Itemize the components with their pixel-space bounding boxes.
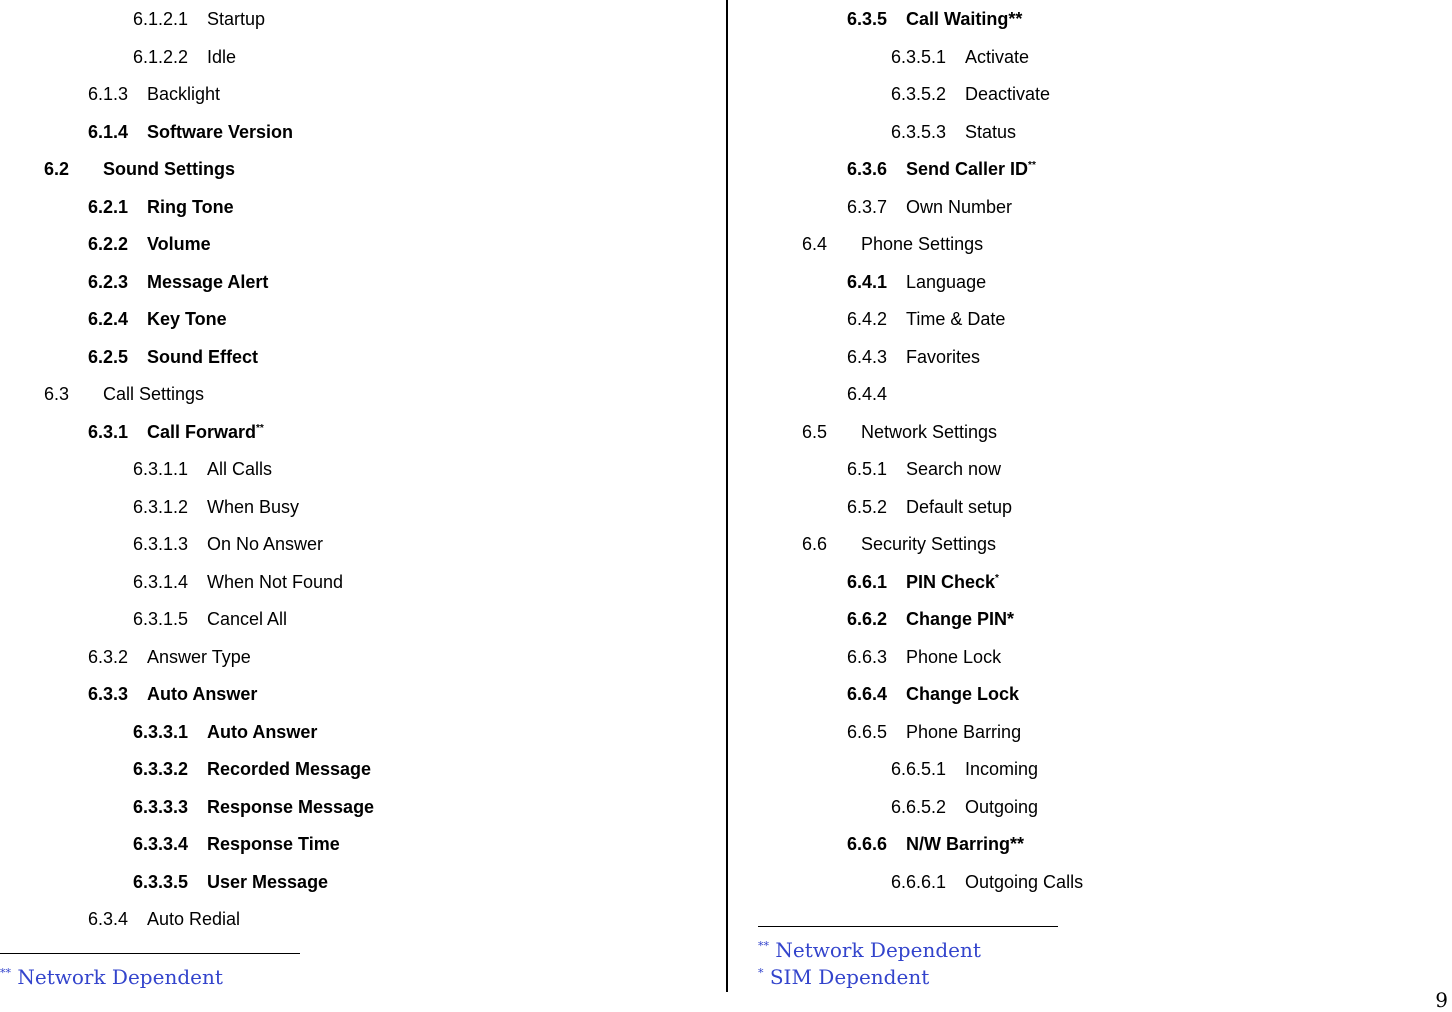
- toc-entry: [44, 159, 235, 179]
- toc-entry-label: Response Time: [207, 834, 340, 854]
- toc-entry-label: Auto Redial: [147, 909, 241, 929]
- toc-entry: [847, 159, 1036, 179]
- toc-entry: [891, 872, 1083, 892]
- toc-entry-number: 6.6: [802, 534, 828, 554]
- toc-entry: [133, 797, 374, 817]
- toc-entry-label: On No Answer: [207, 534, 324, 554]
- toc-entry: [802, 234, 983, 254]
- toc-entry: [847, 722, 1021, 742]
- toc-entry-number: 6.3.1.4: [133, 571, 189, 592]
- toc-entry-number: 6.3.4: [88, 909, 129, 929]
- toc-entry: [847, 647, 1001, 667]
- toc-entry-label: When Not Found: [207, 571, 344, 592]
- toc-entry-number: 6.3.6: [847, 159, 888, 179]
- toc-entry-number: 6.6.6.1: [891, 871, 947, 892]
- toc-entry-label: Volume: [147, 234, 211, 254]
- toc-entry-label: Answer Type: [147, 646, 251, 667]
- toc-entry: [891, 84, 1050, 104]
- toc-entry: [133, 572, 343, 592]
- toc-entry-label: Network Settings: [861, 421, 998, 442]
- toc-entry-label: Time & Date: [906, 309, 1006, 329]
- footnote: [758, 965, 929, 989]
- toc-entry: [133, 872, 328, 892]
- footnote-text: Network Dependent: [769, 938, 981, 962]
- toc-entry: [88, 647, 251, 667]
- toc-entry-number: 6.1.2.1: [133, 9, 189, 29]
- toc-entry: [88, 84, 220, 104]
- toc-entry-number: 6.6.6: [847, 834, 888, 854]
- toc-entry-label: Status: [965, 121, 1017, 142]
- toc-entry-label: Recorded Message: [207, 759, 372, 779]
- toc-entry-number: 6.1.3: [88, 84, 129, 104]
- toc-entry-number: 6.3.1.3: [133, 534, 189, 554]
- toc-entry: [891, 797, 1038, 817]
- toc-entry: [88, 309, 227, 329]
- toc-entry-label: Activate: [965, 46, 1030, 67]
- toc-entry: [847, 347, 980, 367]
- toc-entry: [133, 534, 323, 554]
- toc-entry: [847, 197, 1012, 217]
- toc-entry-label: Software Version: [147, 121, 294, 142]
- toc-entry-label: Own Number: [906, 196, 1013, 217]
- toc-entry-number: 6.6.1: [847, 571, 888, 592]
- toc-entry-label: Key Tone: [147, 309, 227, 329]
- toc-entry-label: Favorites: [906, 346, 981, 367]
- toc-entry-label: Language: [906, 271, 987, 292]
- footnote-rule-left: [0, 953, 300, 954]
- toc-entry-number: 6.3.3.3: [133, 796, 189, 817]
- toc-entry-number: 6.3.3.1: [133, 721, 189, 742]
- footnote-symbol: **: [758, 939, 769, 953]
- toc-entry-number: 6.3.3.2: [133, 759, 189, 779]
- toc-entry-number: 6.1.2.2: [133, 46, 189, 67]
- toc-entry-number: 6.3.7: [847, 196, 888, 217]
- footnote-marker: **: [1028, 160, 1036, 171]
- toc-entry: [847, 459, 1001, 479]
- toc-entry-number: 6.3.5.2: [891, 84, 947, 104]
- toc-entry-number: 6.2.5: [88, 346, 129, 367]
- toc-entry-number: 6.6.2: [847, 609, 888, 629]
- toc-entry: [133, 609, 287, 629]
- toc-entry: [847, 497, 1012, 517]
- toc-entry-number: 6.3: [44, 384, 70, 404]
- toc-entry-label: Call Forward: [147, 421, 257, 442]
- toc-entry: [133, 9, 265, 29]
- toc-entry: [847, 309, 1005, 329]
- toc-entry-number: 6.2.1: [88, 196, 129, 217]
- footnote: [0, 965, 223, 989]
- footnote-marker: *: [995, 572, 999, 584]
- toc-entry-label: Sound Effect: [147, 346, 258, 367]
- toc-entry-label: All Calls: [207, 459, 273, 479]
- toc-entry: [88, 272, 268, 292]
- footnote-text: SIM Dependent: [763, 965, 930, 989]
- toc-entry: [847, 9, 1022, 29]
- toc-entry-label: Change PIN*: [906, 609, 1015, 629]
- toc-entry-label: Message Alert: [147, 271, 269, 292]
- toc-entry-number: 6.6.5.2: [891, 796, 947, 817]
- toc-entry-label: Call Settings: [103, 384, 205, 404]
- toc-entry-label: When Busy: [207, 496, 300, 517]
- toc-entry-label: Idle: [207, 46, 237, 67]
- footnote-symbol: **: [0, 966, 11, 980]
- toc-entry-label: Search now: [906, 459, 1002, 479]
- footnote-text: Network Dependent: [11, 965, 223, 989]
- toc-entry-label: Outgoing: [965, 796, 1039, 817]
- toc-entry: [847, 272, 986, 292]
- toc-entry-number: 6.2.3: [88, 271, 129, 292]
- toc-entry-number: 6.4.1: [847, 271, 888, 292]
- toc-entry-number: 6.6.5: [847, 721, 888, 742]
- toc-entry-label: PIN Check: [906, 571, 996, 592]
- toc-entry: [88, 197, 234, 217]
- toc-entry-number: 6.3.2: [88, 646, 129, 667]
- toc-entry-number: 6.3.3: [88, 684, 129, 704]
- toc-entry: [88, 234, 211, 254]
- footnote: [758, 938, 981, 962]
- toc-entry: [891, 759, 1038, 779]
- toc-entry-label: Phone Settings: [861, 234, 984, 254]
- toc-entry-label: Phone Lock: [906, 646, 1002, 667]
- footnote-rule-right: [758, 926, 1058, 927]
- toc-entry: [88, 909, 240, 929]
- toc-entry: [88, 122, 293, 142]
- toc-entry-number: 6.2.2: [88, 234, 129, 254]
- toc-entry: [133, 722, 317, 742]
- toc-entry: [891, 47, 1029, 67]
- right-toc-column: [728, 0, 1452, 1012]
- toc-entry-number: 6.6.3: [847, 646, 888, 667]
- toc-entry-label: Phone Barring: [906, 721, 1022, 742]
- toc-entry: [88, 347, 258, 367]
- toc-entry-label: Call Waiting**: [906, 9, 1023, 29]
- toc-entry-number: 6.3.5.1: [891, 46, 947, 67]
- toc-entry: [133, 497, 299, 517]
- toc-entry-label: Outgoing Calls: [965, 871, 1084, 892]
- page-number: 9: [1435, 988, 1448, 1012]
- toc-entry-number: 6.4: [802, 234, 828, 254]
- toc-entry-label: Security Settings: [861, 534, 997, 554]
- toc-entry-label: User Message: [207, 871, 329, 892]
- toc-entry-number: 6.2: [44, 159, 70, 179]
- toc-entry-label: Backlight: [147, 84, 221, 104]
- toc-entry-number: 6.4.4: [847, 384, 888, 404]
- toc-entry-label: Default setup: [906, 496, 1013, 517]
- toc-entry: [802, 534, 996, 554]
- toc-entry: [44, 384, 204, 404]
- toc-entry-number: 6.3.3.4: [133, 834, 189, 854]
- toc-entry-number: 6.3.1.5: [133, 609, 189, 629]
- toc-entry-number: 6.3.1.1: [133, 459, 189, 479]
- toc-entry: [847, 384, 906, 404]
- toc-entry-number: 6.3.3.5: [133, 871, 189, 892]
- toc-entry-number: 6.3.5: [847, 9, 888, 29]
- toc-entry: [802, 422, 997, 442]
- toc-entry: [133, 47, 236, 67]
- toc-entry: [133, 759, 371, 779]
- toc-entry-number: 6.5.2: [847, 496, 888, 517]
- toc-entry-number: 6.4.2: [847, 309, 888, 329]
- toc-entry-label: Incoming: [965, 759, 1039, 779]
- toc-entry-number: 6.6.4: [847, 684, 888, 704]
- footnote-symbol: *: [758, 966, 764, 980]
- toc-entry-number: 6.4.3: [847, 346, 888, 367]
- toc-entry-label: Ring Tone: [147, 196, 234, 217]
- toc-entry-label: Deactivate: [965, 84, 1051, 104]
- toc-entry: [847, 834, 1024, 854]
- toc-entry: [133, 459, 272, 479]
- toc-entry-number: 6.3.1: [88, 421, 129, 442]
- toc-entry-number: 6.1.4: [88, 121, 129, 142]
- toc-entry: [88, 422, 264, 442]
- toc-entry-label: Response Message: [207, 796, 375, 817]
- toc-entry-label: Auto Answer: [147, 684, 258, 704]
- toc-entry-number: 6.2.4: [88, 309, 129, 329]
- footnote-marker: **: [256, 422, 264, 434]
- toc-entry-number: 6.3.1.2: [133, 496, 189, 517]
- toc-entry-label: N/W Barring**: [906, 834, 1025, 854]
- toc-entry: [847, 572, 999, 592]
- toc-entry-number: 6.5: [802, 421, 828, 442]
- toc-entry-number: 6.6.5.1: [891, 759, 947, 779]
- toc-entry: [88, 684, 257, 704]
- toc-entry: [891, 122, 1016, 142]
- toc-entry-label: Auto Answer: [207, 721, 318, 742]
- toc-entry-number: 6.5.1: [847, 459, 888, 479]
- toc-entry-label: Change Lock: [906, 684, 1020, 704]
- toc-entry-label: Send Caller ID: [906, 159, 1029, 179]
- toc-entry: [133, 834, 340, 854]
- toc-entry-label: Cancel All: [207, 609, 288, 629]
- toc-entry: [847, 684, 1019, 704]
- toc-entry-number: 6.3.5.3: [891, 121, 947, 142]
- toc-entry: [847, 609, 1014, 629]
- toc-entry-label: Sound Settings: [103, 159, 235, 179]
- toc-entry-label: Startup: [207, 9, 266, 29]
